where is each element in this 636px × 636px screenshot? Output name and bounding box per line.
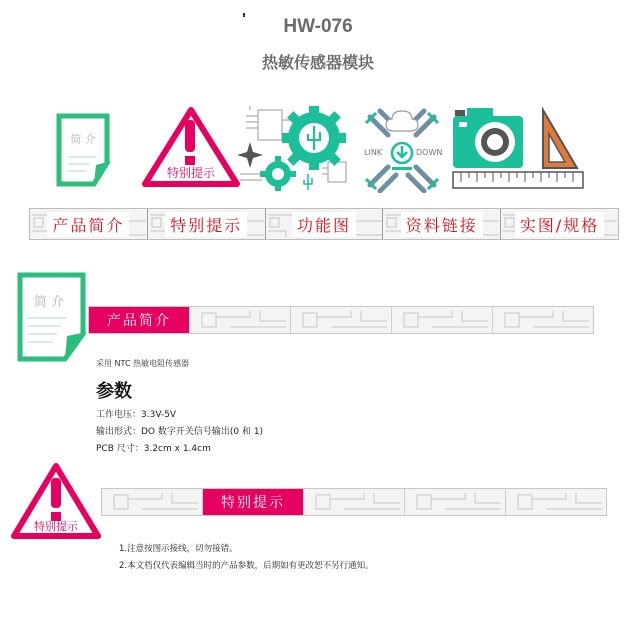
nav-item-label: 实图/规格: [515, 212, 604, 237]
special-notice-header-bar: [101, 488, 607, 516]
warning-icon-label: 特别提示: [34, 520, 78, 533]
notice-item: 2.本文档仅代表编辑当时的产品参数，后期如有更改恕不另行通知。: [119, 561, 374, 571]
param-voltage: 工作电压：3.3V-5V: [96, 410, 177, 420]
page-title: HW-076: [283, 16, 353, 37]
nav-item-resource-links[interactable]: [383, 209, 501, 239]
document-icon-label: 简 介: [70, 133, 96, 146]
circuit-cell: [493, 307, 593, 333]
circuit-cell: [190, 307, 291, 333]
nav-item-label: 功能图: [292, 212, 356, 237]
nav-item-special-notice[interactable]: [148, 209, 266, 239]
nav-bar: [29, 208, 619, 240]
circuit-pattern: [493, 307, 593, 333]
circuit-cell: [102, 489, 203, 515]
document-icon: [17, 272, 89, 362]
section-label-cell: [89, 307, 190, 333]
warning-icon: [10, 462, 102, 540]
section-label-cell: [203, 489, 304, 515]
nav-item-label: 产品简介: [47, 212, 129, 237]
circuit-cell: [392, 307, 493, 333]
circuit-pattern: [304, 489, 404, 515]
special-notice-heading: 特别提示: [221, 495, 285, 511]
warning-icon: [141, 106, 241, 188]
document-icon-label: 简 介: [33, 295, 65, 310]
nav-item-function-diagram[interactable]: [266, 209, 384, 239]
circuit-pattern: [190, 307, 290, 333]
param-pcb-size: PCB 尺寸：3.2cm x 1.4cm: [96, 444, 211, 454]
product-intro-header-bar: [88, 306, 594, 334]
nav-item-photos-specs[interactable]: [501, 209, 618, 239]
circuit-pattern: [392, 307, 492, 333]
notice-item: 1.注意按图示接线，切勿接错。: [119, 544, 238, 554]
circuit-cell: [506, 489, 606, 515]
circuit-cell: [304, 489, 405, 515]
page-subtitle: 热敏传感器模块: [261, 53, 374, 72]
product-description: 采用 NTC 热敏电阻传感器: [96, 359, 190, 368]
nav-item-label: 特别提示: [165, 212, 247, 237]
circuit-pattern: [291, 307, 391, 333]
nav-item-product-intro[interactable]: [30, 209, 148, 239]
usb-gear-icon: [236, 104, 356, 192]
nav-item-label: 资料链接: [401, 212, 483, 237]
document-icon: [56, 113, 120, 187]
link-label: LINK: [364, 148, 383, 157]
circuit-pattern: [405, 489, 505, 515]
circuit-pattern: [102, 489, 202, 515]
link-download-icon: [362, 107, 442, 193]
circuit-cell: [291, 307, 392, 333]
down-label: DOWN: [416, 148, 442, 157]
product-intro-heading: 产品简介: [107, 313, 171, 329]
warning-icon-label: 特别提示: [166, 166, 216, 180]
circuit-cell: [405, 489, 506, 515]
circuit-pattern: [506, 489, 606, 515]
camera-ruler-icon: [451, 104, 587, 192]
param-output: 输出形式：DO 数字开关信号输出(0 和 1): [96, 427, 264, 437]
params-heading: 参数: [96, 381, 132, 402]
